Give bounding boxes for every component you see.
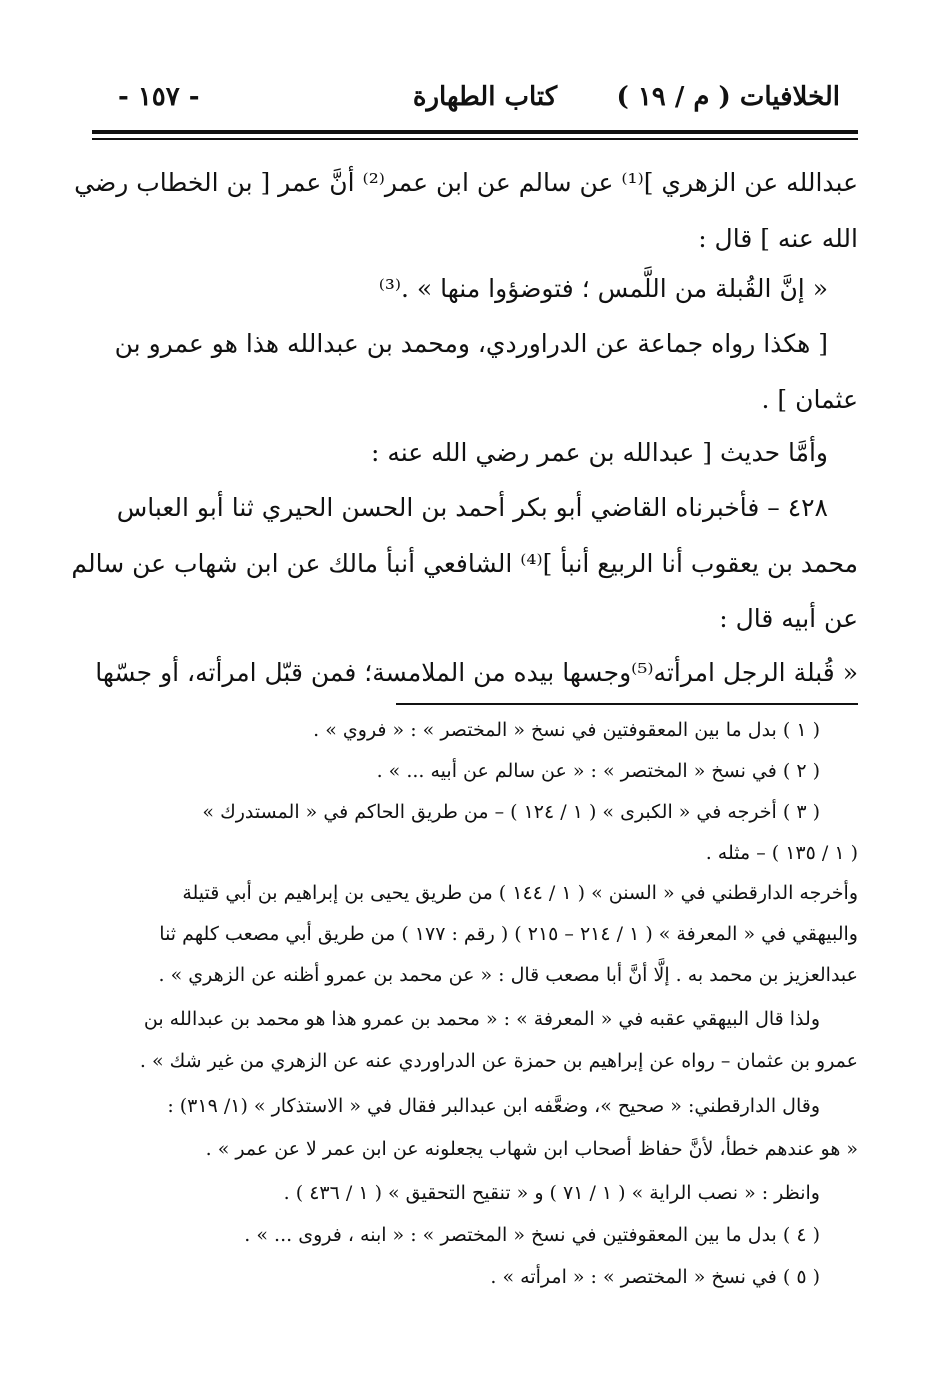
body-line-9: عن أبيه قال : — [719, 604, 858, 633]
body-line-1: عبدالله عن الزهري ]⁽¹⁾ عن سالم عن ابن عمر⁽²⁾ أنَّ عمر [ بن الخطاب رضي — [74, 168, 858, 197]
footnote-4: ( ٤ ) بدل ما بين المعقوفتين في نسخ « المختصر » : « ابنه ، فروى ... » . — [244, 1224, 820, 1246]
header-rule-thick — [92, 130, 858, 134]
body-line-3-quote: « إنَّ القُبلة من اللَّمس ؛ فتوضؤوا منها » .⁽³⁾ — [378, 274, 828, 303]
body-line-2: الله عنه ] قال : — [698, 224, 858, 253]
section-title: كتاب الطهارة — [412, 82, 558, 112]
body-line-6: وأمَّا حديث [ عبدالله بن عمر رضي الله عنه : — [370, 438, 828, 467]
footnote-3-line: ولذا قال البيهقي عقبه في « المعرفة » : « محمد بن عمرو هذا هو محمد بن عبدالله بن — [143, 1008, 820, 1030]
footnote-3-cont: ( ١ / ١٣٥ ) – مثله . — [705, 842, 858, 864]
footnote-2: ( ٢ ) في نسخ « المختصر » : « عن سالم عن أبيه ... » . — [376, 760, 820, 782]
footnote-3-line: والبيهقي في « المعرفة » ( ١ / ٢١٤ – ٢١٥ ) ( رقم : ١٧٧ ) من طريق أبي مصعب كلهم ثنا — [159, 923, 858, 945]
body-line-4: [ هكذا رواه جماعة عن الدراوردي، ومحمد بن عبدالله هذا هو عمرو بن — [114, 329, 828, 358]
footnote-3-line: وقال الدارقطني: « صحيح »، وضعَّفه ابن عبدالبر فقال في « الاستذكار » (١/ ٣١٩) : — [167, 1095, 820, 1117]
footnote-3-line: « هو عندهم خطأ، لأنَّ حفاظ أصحاب ابن شهاب يجعلونه عن ابن عمر لا عن عمر » . — [205, 1138, 858, 1160]
body-line-5: عثمان ] . — [761, 385, 858, 414]
page-number: - ١٥٧ - — [118, 82, 200, 112]
footnote-5: ( ٥ ) في نسخ « المختصر » : « امرأته » . — [490, 1266, 820, 1288]
footnote-3-line: عمرو بن عثمان – رواه عن إبراهيم بن حمزة عن الدراوردي عنه عن الزهري من غير شك » . — [139, 1050, 858, 1072]
body-line-10-quote: « قُبلة الرجل امرأته⁽⁵⁾وجسها بيده من الملامسة؛ فمن قبّل امرأته، أو جسّها — [95, 658, 858, 687]
body-line-8: محمد بن يعقوب أنا الربيع أنبأ ]⁽⁴⁾ الشافعي أنبأ مالك عن ابن شهاب عن سالم — [71, 549, 858, 578]
footnote-3: ( ٣ ) أخرجه في « الكبرى » ( ١ / ١٢٤ ) – من طريق الحاكم في « المستدرك » — [202, 801, 820, 823]
footnote-1: ( ١ ) بدل ما بين المعقوفتين في نسخ « المختصر » : « فروي » . — [313, 719, 820, 741]
footnote-3-line: وانظر : « نصب الراية » ( ١ / ٧١ ) و « تنقيح التحقيق » ( ١ / ٤٣٦ ) . — [283, 1182, 820, 1204]
running-title: الخلافيات ( م / ١٩ ) — [616, 82, 840, 112]
footnote-separator — [396, 703, 858, 705]
body-line-7-hadith-number: ٤٢٨ – فأخبرناه القاضي أبو بكر أحمد بن الحسن الحيري ثنا أبو العباس — [116, 493, 828, 522]
footnote-3-line: عبدالعزيز بن محمد به . إلَّا أنَّ أبا مصعب قال : « عن محمد بن عمرو أظنه عن الزهري » . — [158, 964, 858, 986]
footnote-3-line: وأخرجه الدارقطني في « السنن » ( ١ / ١٤٤ ) من طريق يحيى بن إبراهيم بن أبي قتيلة — [182, 882, 858, 904]
header-rule-thin — [92, 138, 858, 140]
